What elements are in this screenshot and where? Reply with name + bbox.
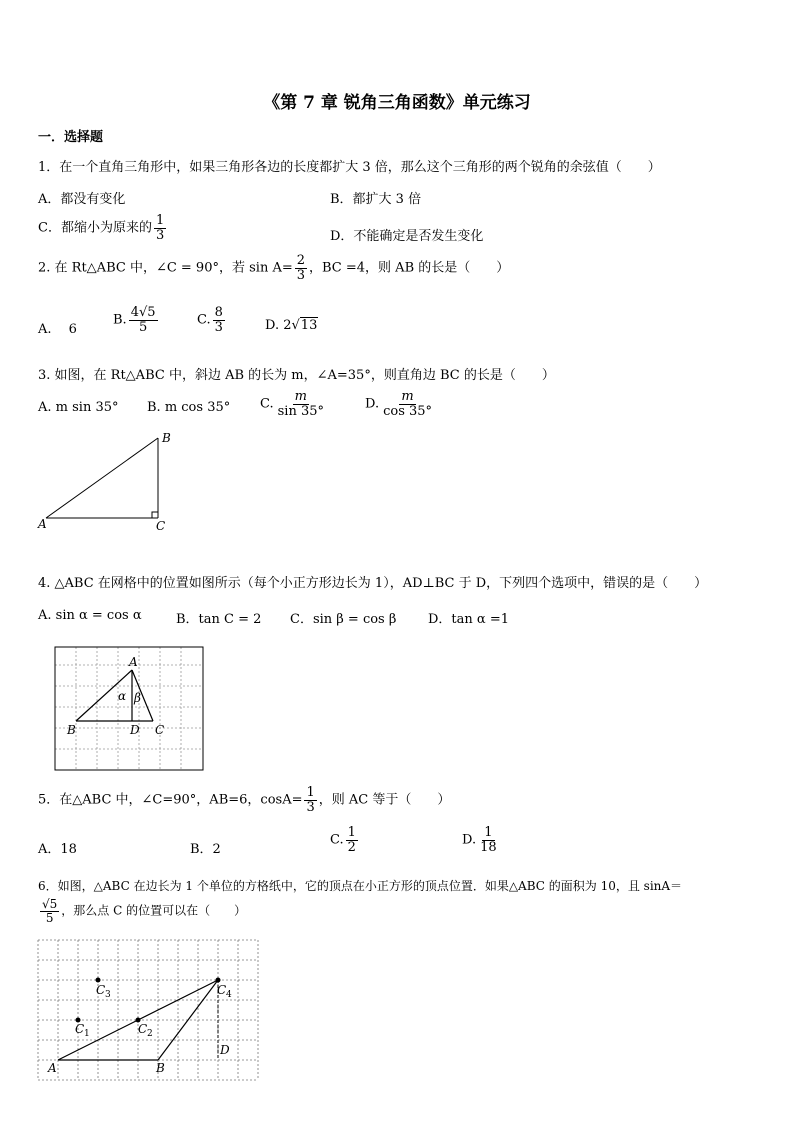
q3-option-c xyxy=(260,390,328,418)
q3-label-b: B xyxy=(162,431,171,445)
q3-option-c-den: sin 35° xyxy=(277,403,325,419)
q2-stem-text: 2. 在 Rt△ABC 中，∠C = 90°，若 sin A= xyxy=(38,260,293,276)
q5-option-b: B．2 xyxy=(190,842,221,857)
q1-option-c xyxy=(38,214,168,242)
q3-label-c: C xyxy=(156,519,166,533)
q6-frac-num: √5 xyxy=(42,897,58,911)
page-title: 《第 7 章 锐角三角函数》单元练习 xyxy=(263,93,531,113)
q6-label-c4: C xyxy=(217,983,227,997)
q6-label-a: A xyxy=(48,1061,57,1075)
q2-option-b xyxy=(113,306,160,334)
q5-option-c-label: C. xyxy=(330,832,344,848)
q3-triangle-figure xyxy=(30,428,190,538)
q1-option-c-den: 3 xyxy=(155,227,165,243)
q6-label-c3-sub: 3 xyxy=(105,990,111,1000)
q4-label-a: A xyxy=(129,655,138,669)
q2-option-c-label: C. xyxy=(197,312,211,328)
q5-stem-num: 1 xyxy=(306,785,315,800)
q5-option-d-num: 1 xyxy=(484,825,493,840)
q2-option-c xyxy=(197,306,227,334)
q5-option-a: A．18 xyxy=(38,842,77,857)
q5-option-d-label: D. xyxy=(462,832,477,848)
q4-stem: 4. △ABC 在网格中的位置如图所示（每个小正方形边长为 1），AD⊥BC 于 D，下列四个选项中，错误的是（ ） xyxy=(38,576,708,591)
q5-option-c xyxy=(330,826,360,854)
q5-stem xyxy=(38,786,450,814)
q2-option-a: A. 6 xyxy=(38,322,77,337)
q1-option-c-num: 1 xyxy=(155,213,165,228)
q3-option-d-label: D. xyxy=(365,396,380,412)
q2-option-c-den: 3 xyxy=(214,319,223,335)
q4-label-beta: β xyxy=(134,691,141,705)
q3-option-d-den: cos 35° xyxy=(383,403,433,419)
q2-stem-num: 2 xyxy=(296,253,306,268)
q3-option-a: A. m sin 35° xyxy=(38,400,119,415)
q3-label-a: A xyxy=(38,517,47,531)
q4-label-c: C xyxy=(155,723,165,737)
q4-label-b: B xyxy=(67,723,76,737)
q2-stem xyxy=(38,254,509,282)
q6-grid-figure xyxy=(34,936,262,1086)
q6-label-d: D xyxy=(220,1043,230,1057)
q6-label-c2: C xyxy=(138,1022,148,1036)
q6-label-c2-sub: 2 xyxy=(147,1029,153,1039)
q6-stem-line2 xyxy=(38,898,246,924)
q5-option-c-num: 1 xyxy=(347,825,356,840)
q1-option-a: A．都没有变化 xyxy=(38,192,126,207)
q1-option-d: D．不能确定是否发生变化 xyxy=(330,229,484,244)
q4-option-c: C．sin β = cos β xyxy=(290,612,397,627)
q2-option-c-num: 8 xyxy=(214,305,223,320)
q4-label-alpha: α xyxy=(118,689,127,703)
q6-stem-line1: 6．如图，△ABC 在边长为 1 个单位的方格纸中，它的顶点在小正方形的顶点位置．如果△ABC 的面积为 10，且 sinA＝ xyxy=(38,879,683,893)
q4-option-d: D．tan α =1 xyxy=(428,612,509,627)
q6-stem-line2-text: ，那么点 C 的位置可以在（ ） xyxy=(61,903,247,918)
q6-label-c3: C xyxy=(96,983,106,997)
q3-option-d xyxy=(365,390,436,418)
q2-option-d-radicand: 13 xyxy=(300,318,318,333)
q6-label-c4-sub: 4 xyxy=(226,990,232,1000)
q3-option-c-label: C. xyxy=(260,396,274,412)
q2-option-b-label: B. xyxy=(113,312,127,328)
q2-stem-den: 3 xyxy=(296,267,306,283)
q4-option-b: B．tan C = 2 xyxy=(176,612,262,627)
q3-stem: 3. 如图，在 Rt△ABC 中，斜边 AB 的长为 m，∠A=35°，则直角边 BC 的长是（ ） xyxy=(38,368,555,383)
q5-stem-text: 5．在△ABC 中，∠C=90°，AB=6，cosA= xyxy=(38,792,303,808)
q1-option-b: B．都扩大 3 倍 xyxy=(330,192,422,207)
q4-label-d: D xyxy=(130,723,140,737)
q1-stem: 1．在一个直角三角形中，如果三角形各边的长度都扩大 3 倍，那么这个三角形的两个锐角的余弦值（ ） xyxy=(38,160,661,175)
q2-stem-post: ，BC =4，则 AB 的长是（ ） xyxy=(309,260,510,276)
q3-option-d-num: m xyxy=(401,389,414,404)
q1-option-c-text: C．都缩小为原来的 xyxy=(38,220,152,236)
q5-option-d-den: 18 xyxy=(480,839,497,855)
section-heading: 一．选择题 xyxy=(38,130,104,145)
q5-option-c-den: 2 xyxy=(347,839,356,855)
q6-label-c1-sub: 1 xyxy=(84,1029,90,1039)
q4-option-a: A. sin α = cos α xyxy=(38,608,142,623)
q2-option-d: D. 2√13 xyxy=(265,318,318,333)
q4-grid-figure xyxy=(52,644,208,774)
q3-option-b: B. m cos 35° xyxy=(147,400,231,415)
q2-option-d-label: D. 2 xyxy=(265,318,292,333)
q5-option-d xyxy=(462,826,501,854)
q6-label-c1: C xyxy=(75,1022,85,1036)
q5-stem-post: ，则 AC 等于（ ） xyxy=(318,792,451,808)
q3-option-c-num: m xyxy=(294,389,307,404)
q6-label-b: B xyxy=(156,1061,165,1075)
q5-stem-den: 3 xyxy=(306,799,315,815)
q2-option-b-num: 4√5 xyxy=(130,305,156,320)
q6-frac-den: 5 xyxy=(45,910,54,925)
q2-option-b-den: 5 xyxy=(138,319,148,335)
